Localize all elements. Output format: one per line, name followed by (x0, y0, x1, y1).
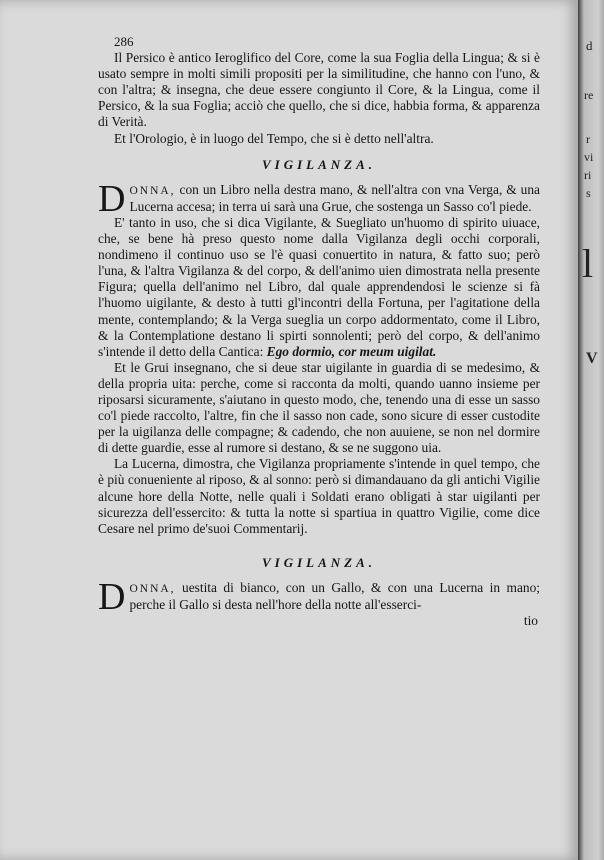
section-heading: VIGILANZA. (261, 554, 377, 570)
page-number: 286 (114, 34, 134, 49)
catchword: tio (523, 613, 538, 629)
latin-quote: Ego dormio, cor meum uigilat. (266, 343, 437, 359)
drop-cap: D (98, 575, 126, 618)
section2-intro (98, 575, 540, 618)
section1-lucerna-paragraph: La Lucerna, dimostra, che Vigilanza propriamente s'intende in quel tempo, che è più conueniente al riposo, & al sonno: però si dimandauano da gli antichi Vigilie alcune hore della Notte, nelle quali i Soldati erano obligati à star uigilanti per sicurezza dell'essercito: & tutta la notte si spartiua in quattro Vigilie, come dice Cesare nel primo de'suoi Commentarij. (98, 456, 540, 536)
section-heading: VIGILANZA. (261, 156, 377, 172)
facing-fragment: vi (584, 150, 594, 164)
drop-cap: D (98, 177, 126, 220)
paragraph-persico: Il Persico è antico Ieroglifico del Core, come la sua Foglia della Lingua; & si è usato sempre in molti simili propositi per la similitudine, che hanno con l'uno, & con l'altra; & insegna, che deue essere congiunto il Core, & la Lingua, come il Persico, & la sua Foglia; acciò che quello, che si dice, habbia forma, & apparenza di Verità. (98, 50, 540, 130)
facing-fragment: s (586, 186, 591, 200)
facing-page-edge (578, 0, 604, 860)
paragraph-orologio: Et l'Orologio, è in luogo del Tempo, che si è detto nell'altra. (114, 130, 434, 146)
facing-fragment: ri (584, 168, 592, 182)
section1-intro-text: con un Libro nella destra mano, & nell'altra con vna Verga, & una Lucerna accesa; in terra ui sarà una Grue, che sostenga un Sasso co'l piede. (129, 181, 540, 214)
small-caps-word: ONNA, (129, 184, 176, 197)
facing-fragment: r (586, 132, 590, 146)
section1-grui-paragraph: Et le Grui insegnano, che si deue star uigilante in guardia di se medesimo, & della propria uita: perche, come si racconta da molti, quando uanno insieme per riposarsi sicuramente, s'aiutano in questo modo, che, tenendo una di esse un sasso co'l piede raccolto, l'altre, fin che il sasso non cade, sono sicure di esser custodite per la uigilanza delle compagne; & cadendo, che non auuiene, se non nel dormire di dette guardie, esse al rumore si destano, & se ne suggono uia. (98, 359, 540, 456)
facing-fragment: V (586, 350, 598, 367)
section1-intro (98, 177, 540, 220)
facing-fragment: l (582, 241, 594, 286)
facing-fragment: d (586, 38, 593, 53)
section2-intro-text: uestita di bianco, con un Gallo, & con una Lucerna in mano; perche il Gallo si desta nell'hore della notte all'esserci- (129, 579, 540, 612)
page-text (98, 34, 540, 629)
section1-paragraph (98, 215, 540, 360)
facing-fragment: re (584, 88, 594, 102)
small-caps-word: ONNA, (129, 582, 176, 595)
section1-paragraph-text: E' tanto in uso, che si dica Vigilante, & Suegliato un'huomo di spirito uiuace, che, se bene hà preso questo nome dalla Vigilanza degli occhi corporali, nondimeno il continuo uso se l'è quasi conuertito in natura, & fatto suo; però l'una, & l'altra Vigilanza & del corpo, & dell'animo uien dimostrata nella presente Figura; quella dell'animo nel Libro, dal quale apprendendosi le scienze si fà l'huomo uigilante, & desto à tutti gl'incontri della Fortuna, per l'agitatione della mente, contemplando; & la Verga sueglia un corpo addormentato, come il Libro, & la Contemplatione destano li spirti sonnolenti; però del corpo, & dell'animo s'intende il detto della Cantica: (98, 214, 540, 359)
